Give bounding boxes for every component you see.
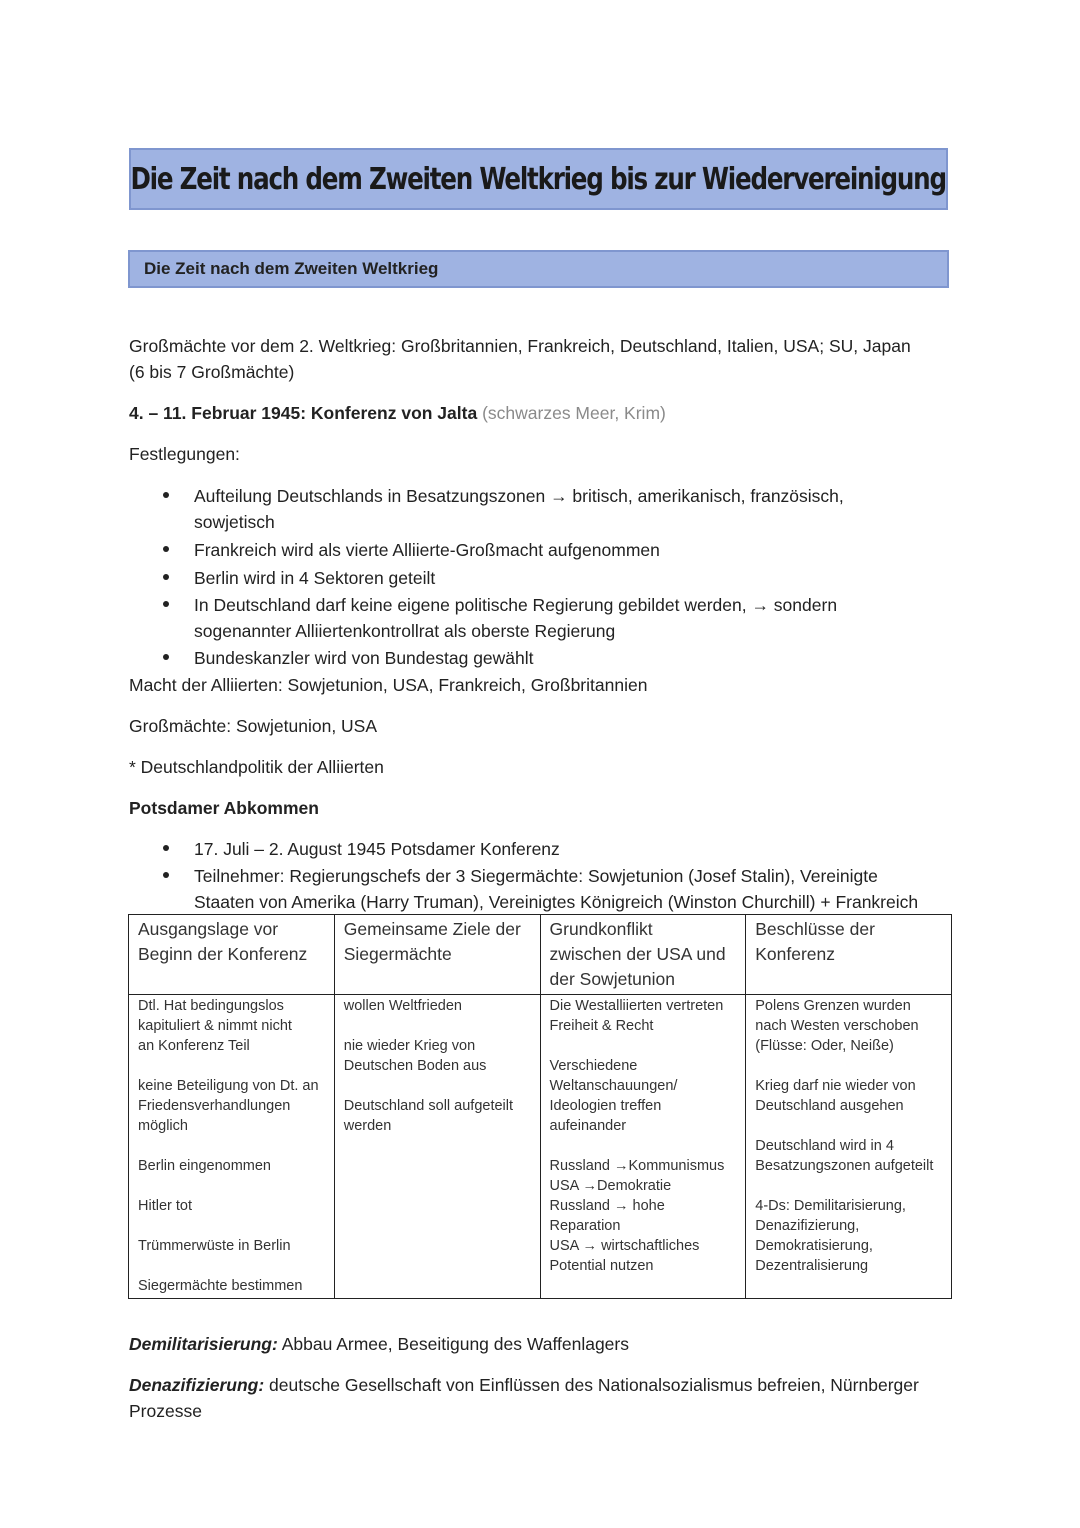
header-line: der Sowjetunion [549, 969, 675, 989]
bullet-text-cont: sowjetisch [194, 512, 275, 532]
intro-line-2: (6 bis 7 Großmächte) [129, 362, 295, 382]
table-row [129, 995, 952, 1299]
cell-line: Berlin eingenommen [138, 1158, 271, 1174]
bullet-text: Teilnehmer: Regierungschefs der 3 Siegermächte: Sowjetunion (Josef Stalin), Vereinigte [194, 866, 878, 886]
cell-line [755, 1176, 942, 1196]
bullet-text: Bundeskanzler wird von Bundestag gewählt [194, 648, 534, 668]
bullet-icon [163, 574, 169, 580]
cell-line: aufeinander [549, 1118, 627, 1134]
cell-line [344, 1076, 531, 1096]
jalta-heading-bold: 4. – 11. Februar 1945: Konferenz von Jalta [129, 403, 478, 423]
cell-line: 4-Ds: Demilitarisierung, [755, 1198, 906, 1214]
cell-line [138, 1136, 325, 1156]
bullet-text: Frankreich wird als vierte Alliierte-Großmacht aufgenommen [194, 540, 660, 560]
header-line: Siegermächte [343, 944, 452, 964]
cell-line: keine Beteiligung von Dt. an [138, 1078, 319, 1094]
header-line: Konferenz [755, 944, 836, 964]
grossmaechte: Großmächte: Sowjetunion, USA [129, 716, 378, 736]
cell-line: Russland → hohe [549, 1198, 665, 1214]
cell-line: Reparation [549, 1218, 621, 1234]
bullet-text: 17. Juli – 2. August 1945 Potsdamer Konferenz [194, 839, 560, 859]
definition-denazifizierung [129, 1372, 919, 1398]
definition-demilitarisierung [129, 1331, 629, 1357]
jalta-heading [129, 400, 666, 426]
cell-line: Ideologien treffen [549, 1098, 662, 1114]
cell-line: USA →Demokratie [549, 1178, 672, 1194]
column-header [540, 915, 746, 995]
cell-line: möglich [138, 1118, 188, 1134]
bullet-icon [163, 654, 169, 660]
bullet-text-cont: Staaten von Amerika (Harry Truman), Vereinigtes Königreich (Winston Churchill) + Frankreich [194, 892, 919, 912]
bullet-icon [163, 546, 169, 552]
cell-line: Russland →Kommunismus [549, 1158, 725, 1174]
bullet-icon [163, 601, 169, 607]
definition-text: deutsche Gesellschaft von Einflüssen des Nationalsozialismus befreien, Nürnberger [264, 1375, 919, 1395]
cell-line: nie wieder Krieg von [343, 1038, 476, 1054]
cell-line [138, 1056, 325, 1076]
cell-line: Deutschland ausgehen [755, 1098, 904, 1114]
deutschlandpolitik-note: * Deutschlandpolitik der Alliierten [129, 757, 384, 777]
cell-line: Deutschland soll aufgeteilt [343, 1098, 514, 1114]
column-header [334, 915, 540, 995]
cell-line: Polens Grenzen wurden [755, 998, 911, 1014]
cell-line: wollen Weltfrieden [343, 998, 462, 1014]
potsdam-conference-table [128, 914, 952, 1299]
cell-line: Dtl. Hat bedingungslos [138, 998, 284, 1014]
table-cell-beschluesse [746, 995, 952, 1299]
potsdam-heading: Potsdamer Abkommen [129, 798, 319, 818]
cell-line: Weltanschauungen/ [549, 1078, 678, 1094]
cell-line: kapituliert & nimmt nicht [138, 1018, 292, 1034]
cell-line [755, 1056, 942, 1076]
cell-line: Dezentralisierung [755, 1258, 869, 1274]
cell-line: Potential nutzen [549, 1258, 654, 1274]
cell-line: nach Westen verschoben [755, 1018, 919, 1034]
cell-line: Krieg darf nie wieder von [755, 1078, 916, 1094]
cell-line: Freiheit & Recht [549, 1018, 654, 1034]
column-header [746, 915, 952, 995]
cell-line: Demokratisierung, [755, 1238, 873, 1254]
festlegungen-label: Festlegungen: [129, 444, 240, 464]
cell-line [344, 1016, 531, 1036]
bullet-text: In Deutschland darf keine eigene politische Regierung gebildet werden, → sondern [194, 595, 838, 615]
cell-line: werden [343, 1118, 392, 1134]
bullet-text: Berlin wird in 4 Sektoren geteilt [194, 568, 436, 588]
section-heading-text: Die Zeit nach dem Zweiten Weltkrieg [144, 259, 439, 278]
column-header [129, 915, 335, 995]
table-cell-ziele [334, 995, 540, 1299]
header-line: Beschlüsse der [755, 919, 875, 939]
table-cell-ausgangslage [129, 995, 335, 1299]
bullet-text: Aufteilung Deutschlands in Besatzungszonen → britisch, amerikanisch, französisch, [194, 486, 844, 506]
cell-line [138, 1256, 325, 1276]
cell-line: Denazifizierung, [755, 1218, 860, 1234]
bullet-icon [163, 492, 169, 498]
cell-line [138, 1176, 325, 1196]
document-title-banner [129, 148, 948, 210]
section-heading [128, 250, 949, 288]
definition-text: Abbau Armee, Beseitigung des Waffenlagers [277, 1334, 629, 1354]
document-title: Die Zeit nach dem Zweiten Weltkrieg bis zur Wiedervereinigung [130, 161, 947, 197]
cell-line: USA → wirtschaftliches [549, 1238, 700, 1254]
definition-denazifizierung-cont: Prozesse [129, 1401, 202, 1421]
table-header-row [129, 915, 952, 995]
jalta-location: (schwarzes Meer, Krim) [482, 403, 666, 423]
cell-line: Deutschen Boden aus [343, 1058, 487, 1074]
macht-der-alliierten: Macht der Alliierten: Sowjetunion, USA, Frankreich, Großbritannien [129, 675, 648, 695]
cell-line: an Konferenz Teil [138, 1038, 250, 1054]
cell-line: Friedensverhandlungen [138, 1098, 291, 1114]
bullet-icon [163, 845, 169, 851]
cell-line: Besatzungszonen aufgeteilt [755, 1158, 934, 1174]
bullet-text-cont: sogenannter Alliiertenkontrollrat als oberste Regierung [194, 621, 616, 641]
definition-term: Denazifizierung: [129, 1375, 265, 1395]
cell-line: (Flüsse: Oder, Neiße) [755, 1038, 894, 1054]
cell-line: Hitler tot [138, 1198, 192, 1214]
cell-line [550, 1136, 737, 1156]
cell-line: Die Westalliierten vertreten [549, 998, 724, 1014]
header-line: Gemeinsame Ziele der [343, 919, 521, 939]
header-line: Ausgangslage vor [138, 919, 279, 939]
cell-line: Trümmerwüste in Berlin [138, 1238, 291, 1254]
header-line: Grundkonflikt [549, 919, 653, 939]
cell-line: Deutschland wird in 4 [755, 1138, 894, 1154]
cell-line: Siegermächte bestimmen [138, 1278, 303, 1294]
cell-line [755, 1116, 942, 1136]
table-cell-grundkonflikt [540, 995, 746, 1299]
header-line: Beginn der Konferenz [138, 944, 308, 964]
intro-line-1: Großmächte vor dem 2. Weltkrieg: Großbritannien, Frankreich, Deutschland, Italien, USA; SU, Japan [129, 336, 911, 356]
cell-line [550, 1036, 737, 1056]
cell-line: Verschiedene [549, 1058, 638, 1074]
definition-term: Demilitarisierung: [129, 1334, 278, 1354]
cell-line [138, 1216, 325, 1236]
header-line: zwischen der USA und [549, 944, 726, 964]
bullet-icon [163, 872, 169, 878]
